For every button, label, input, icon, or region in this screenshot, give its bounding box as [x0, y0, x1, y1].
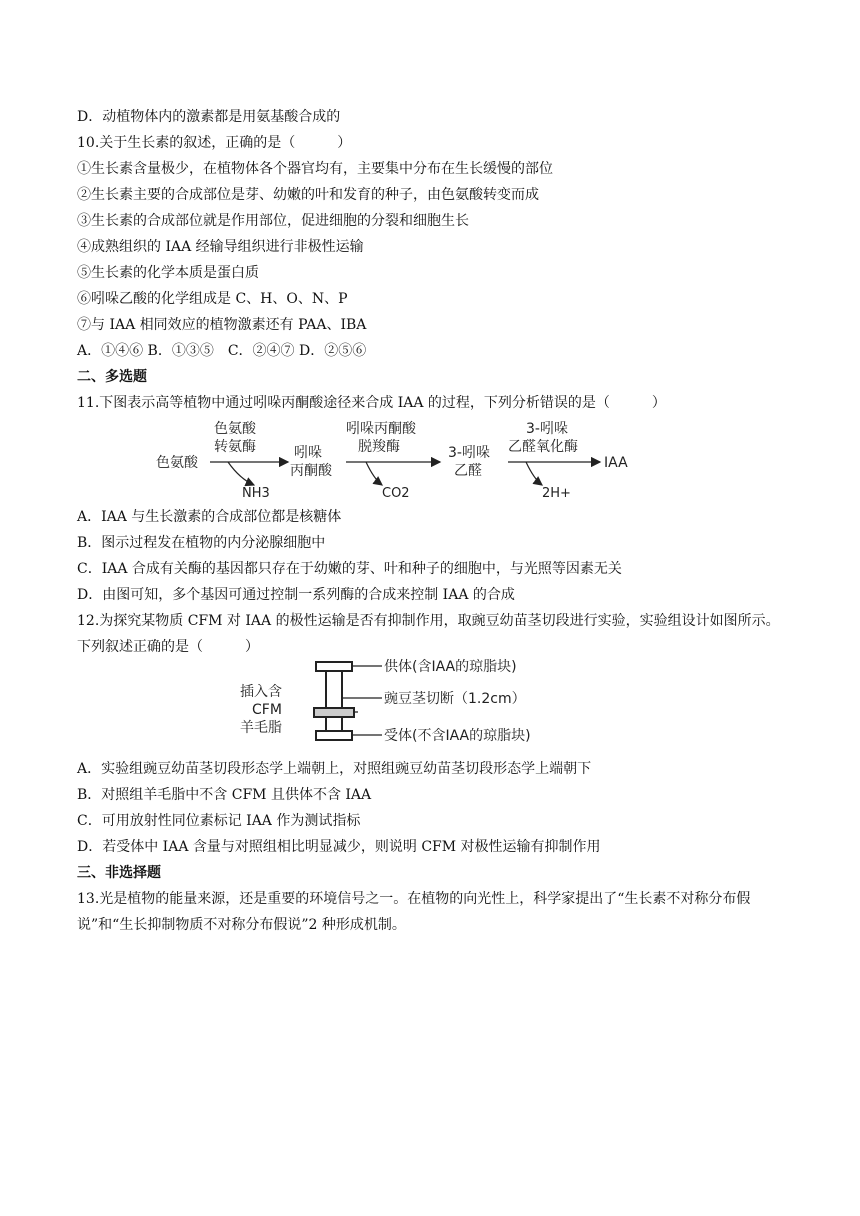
pea-stem-segment — [326, 671, 342, 731]
pathway-end-iaa: IAA — [604, 455, 628, 471]
stem-label: 豌豆茎切断（1.2cm） — [384, 691, 526, 707]
q12-option-a: A．实验组豌豆幼苗茎切段形态学上端朝上，对照组豌豆幼苗茎切段形态学上端朝下 — [77, 761, 592, 777]
byproduct-arrow-3 — [526, 462, 542, 485]
statement-2: ②生长素主要的合成部位是芽、幼嫩的叶和发育的种子，由色氨酸转变而成 — [77, 187, 539, 203]
intermediate-1-line2: 丙酮酸 — [290, 463, 332, 479]
enzyme-3-line1: 3-吲哚 — [526, 421, 568, 437]
byproduct-arrow-1 — [228, 462, 254, 485]
enzyme-1-line2: 转氨酶 — [214, 439, 256, 455]
enzyme-3-line2: 乙醛氧化酶 — [508, 439, 578, 455]
receiver-agar-block — [316, 731, 352, 740]
q12-option-c: C．可用放射性同位素标记 IAA 作为测试指标 — [77, 813, 361, 829]
q11-option-c: C．IAA 合成有关酶的基因都只存在于幼嫩的芽、叶和种子的细胞中，与光照等因素无关 — [77, 561, 622, 577]
question-10: 10.关于生长素的叙述，正确的是（ ） — [77, 135, 352, 151]
q11-option-b: B．图示过程发在植物的内分泌腺细胞中 — [77, 535, 326, 551]
q11-option-d: D．由图可知，多个基因可通过控制一系列酶的合成来控制 IAA 的合成 — [77, 587, 515, 603]
byproduct-2h: 2H+ — [542, 486, 571, 501]
option-d-q9: D．动植物体内的激素都是用氨基酸合成的 — [77, 109, 341, 125]
q12-option-d: D．若受体中 IAA 含量与对照组相比明显减少，则说明 CFM 对极性运输有抑制作用 — [77, 839, 601, 855]
lanolin-label-line1: 插入含 — [240, 684, 282, 700]
statement-4: ④成熟组织的 IAA 经输导组织进行非极性运输 — [77, 239, 364, 255]
q11-option-a: A．IAA 与生长激素的合成部位都是核糖体 — [77, 509, 342, 525]
cfm-lanolin-ring — [314, 708, 354, 717]
iaa-synthesis-pathway-diagram — [150, 417, 640, 501]
intermediate-1-line1: 吲哚 — [294, 445, 322, 461]
statement-3: ③生长素的合成部位就是作用部位，促进细胞的分裂和细胞生长 — [77, 213, 469, 229]
statement-5: ⑤生长素的化学本质是蛋白质 — [77, 265, 259, 281]
question-13: 13.光是植物的能量来源，还是重要的环境信号之一。在植物的向光性上，科学家提出了“生长素不对称分布假说”和“生长抑制物质不对称分布假说”2 种形成机制。 — [77, 891, 751, 933]
donor-label: 供体(含IAA的琼脂块) — [384, 659, 517, 675]
statement-1: ①生长素含量极少，在植物体各个器官均有，主要集中分布在生长缓慢的部位 — [77, 161, 553, 177]
receiver-label: 受体(不含IAA的琼脂块) — [384, 728, 531, 744]
q12-option-b: B．对照组羊毛脂中不含 CFM 且供体不含 IAA — [77, 787, 372, 803]
statement-7: ⑦与 IAA 相同效应的植物激素还有 PAA、IBA — [77, 317, 367, 333]
cfm-experiment-diagram — [232, 656, 552, 748]
question-11: 11.下图表示高等植物中通过吲哚丙酮酸途径来合成 IAA 的过程，下列分析错误的是（ ） — [77, 395, 666, 411]
intermediate-2-line2: 乙醛 — [454, 463, 482, 479]
lanolin-label-line2: CFM — [252, 702, 282, 718]
pathway-start-tryptophan: 色氨酸 — [156, 455, 198, 471]
answer-options-10: A．①④⑥ B．①③⑤ C．②④⑦ D．②⑤⑥ — [77, 343, 367, 359]
byproduct-co2: CO2 — [382, 486, 410, 501]
section-heading-non-choice: 三、非选择题 — [77, 865, 161, 881]
byproduct-nh3: NH3 — [242, 486, 270, 501]
statement-6: ⑥吲哚乙酸的化学组成是 C、H、O、N、P — [77, 291, 348, 307]
enzyme-1-line1: 色氨酸 — [214, 421, 256, 437]
byproduct-arrow-2 — [366, 462, 382, 485]
enzyme-2-line2: 脱羧酶 — [358, 439, 400, 455]
question-12: 12.为探究某物质 CFM 对 IAA 的极性运输是否有抑制作用，取豌豆幼苗茎切段进行实验，实验组设计如图所示。下列叙述正确的是（ ） — [77, 613, 780, 655]
intermediate-2-line1: 3-吲哚 — [448, 445, 490, 461]
donor-agar-block — [316, 662, 352, 671]
section-heading-multi-choice: 二、多选题 — [77, 369, 147, 385]
lanolin-label-line3: 羊毛脂 — [240, 720, 282, 736]
enzyme-2-line1: 吲哚丙酮酸 — [346, 421, 416, 437]
